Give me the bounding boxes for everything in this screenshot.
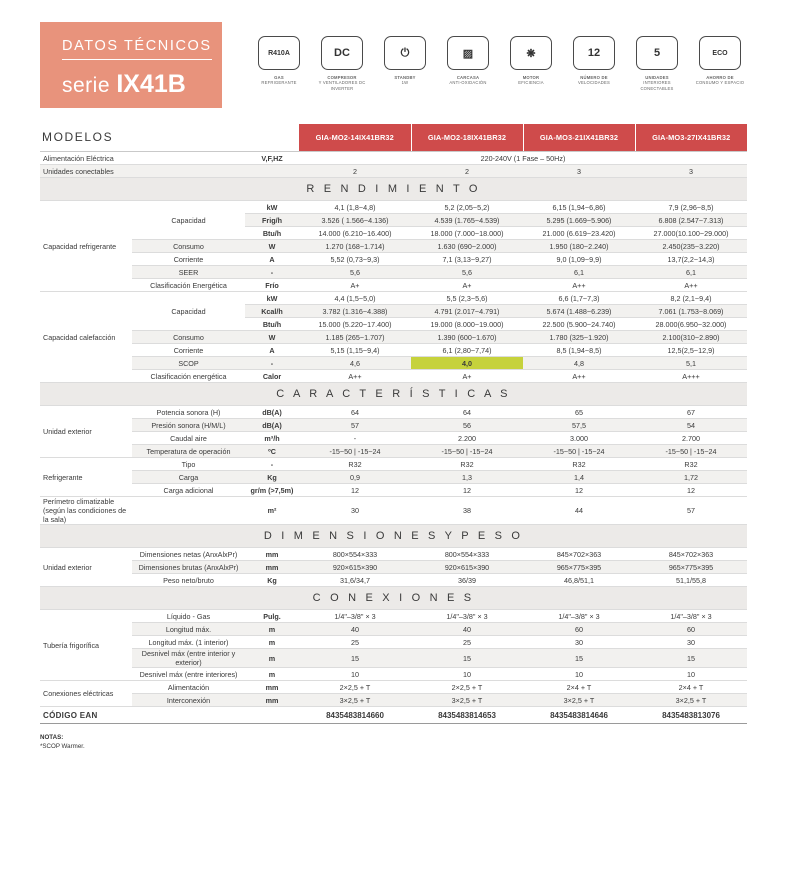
row-value-2: 46,8/51,1: [523, 574, 635, 587]
table-row: [40, 497, 747, 525]
row-unit: Btu/h: [245, 227, 299, 240]
row-label: Corriente: [132, 253, 245, 266]
row-value-2: -15~50 | -15~24: [523, 445, 635, 458]
row-unit: m³/h: [245, 432, 299, 445]
row-value-3: 27.000(10.100~29.000): [635, 227, 747, 240]
table-row: [40, 279, 747, 292]
table-row: [40, 636, 747, 649]
row-value-1: 2: [411, 165, 523, 178]
row-label: Caudal aire: [132, 432, 245, 445]
row-value-2: 44: [523, 497, 635, 525]
notes-block: [40, 733, 747, 752]
row-value-0: 4,4 (1,5~5,0): [299, 292, 411, 305]
row-value-1: 6,1 (2,80~7,74): [411, 344, 523, 357]
row-value-2: 10: [523, 668, 635, 681]
table-row: [40, 548, 747, 561]
feature-icon-row: [252, 22, 747, 91]
section-title: D I M E N S I O N E S Y P E S O: [40, 525, 747, 548]
table-row: [40, 681, 747, 694]
row-unit: V,F,HZ: [245, 152, 299, 165]
row-value-0: 5,15 (1,15~9,4): [299, 344, 411, 357]
table-row: [40, 406, 747, 419]
row-value-1: 7,1 (3,13~9,27): [411, 253, 523, 266]
section-title: R E N D I M I E N T O: [40, 178, 747, 201]
row-value-0: 25: [299, 636, 411, 649]
table-row: [40, 484, 747, 497]
motor-efficiency-icon: [504, 36, 558, 91]
row-value-3: 10: [635, 668, 747, 681]
table-row: [40, 458, 747, 471]
section-header: [40, 525, 747, 548]
row-unit: kW: [245, 292, 299, 305]
refrigerant-gas-icon: [252, 36, 306, 91]
row-value-0: 5,52 (0,73~9,3): [299, 253, 411, 266]
row-value-0: 1/4"–3/8" × 3: [299, 610, 411, 623]
row-label: Dimensiones brutas (AnxAlxPr): [132, 561, 245, 574]
model-header-3[interactable]: GIA-MO3-27IX41BR32: [635, 124, 747, 152]
row-value-0: 4,6: [299, 357, 411, 370]
row-value-2: 5.295 (1.669~5.906): [523, 214, 635, 227]
row-value-3: 7.061 (1.753~8.069): [635, 305, 747, 318]
specs-table: [40, 124, 747, 724]
row-value-0: 0,9: [299, 471, 411, 484]
row-label: Alimentación: [132, 681, 245, 694]
section-header: [40, 178, 747, 201]
row-unit: A: [245, 344, 299, 357]
row-unit: -: [245, 266, 299, 279]
row-value-3: 6,1: [635, 266, 747, 279]
row-value-3: 1,72: [635, 471, 747, 484]
row-value-3: 2.700: [635, 432, 747, 445]
model-header-1[interactable]: GIA-MO2-18IX41BR32: [411, 124, 523, 152]
row-value-3: 8,2 (2,1~9,4): [635, 292, 747, 305]
row-value-3: 2.100(310~2.890): [635, 331, 747, 344]
row-label: Clasificación energética: [132, 370, 245, 383]
row-value-2: 12: [523, 484, 635, 497]
group-label: Capacidad calefacción: [40, 292, 132, 383]
row-label: Capacidad: [132, 292, 245, 331]
row-value-1: 1.630 (690~2.000): [411, 240, 523, 253]
row-value-2: 22.500 (5.900~24.740): [523, 318, 635, 331]
standby-power-icon-caption: STANDBY 1W: [394, 75, 416, 86]
connectable-indoor-units-icon-glyph: 5: [636, 36, 678, 70]
row-value-3: R32: [635, 458, 747, 471]
row-value-2: 1/4"–3/8" × 3: [523, 610, 635, 623]
model-header-0[interactable]: GIA-MO2-14IX41BR32: [299, 124, 411, 152]
table-row: [40, 292, 747, 305]
row-value-1: 920×615×390: [411, 561, 523, 574]
table-row: [40, 253, 747, 266]
title-block: [40, 22, 222, 108]
row-value-3: 3: [635, 165, 747, 178]
row-value-2: A++: [523, 279, 635, 292]
row-label: Longitud máx. (1 interior): [132, 636, 245, 649]
row-value-2: 9,0 (1,09~9,9): [523, 253, 635, 266]
row-value-1: 1.390 (600~1.670): [411, 331, 523, 344]
table-row: [40, 331, 747, 344]
row-label: Unidades conectables: [40, 165, 245, 178]
row-value-0: A+: [299, 279, 411, 292]
row-value-2: 1.780 (325~1.920): [523, 331, 635, 344]
page-header: [40, 0, 747, 108]
row-value-2: 3: [523, 165, 635, 178]
row-value-3: 3×2,5 + T: [635, 694, 747, 707]
row-value-1: 56: [411, 419, 523, 432]
row-unit: m: [245, 636, 299, 649]
fan-speeds-icon: [567, 36, 621, 91]
row-value-2: 5.674 (1.488~6.239): [523, 305, 635, 318]
section-header: [40, 587, 747, 610]
row-value-3: 28.000(6.950~32.000): [635, 318, 747, 331]
row-value-0: 1.270 (168~1.714): [299, 240, 411, 253]
row-unit: dB(A): [245, 406, 299, 419]
table-row: [40, 471, 747, 484]
connectable-indoor-units-icon: [630, 36, 684, 91]
row-value-3: 5,1: [635, 357, 747, 370]
row-unit: mm: [245, 681, 299, 694]
row-value-1: 12: [411, 484, 523, 497]
table-row: [40, 266, 747, 279]
model-header-2[interactable]: GIA-MO3-21IX41BR32: [523, 124, 635, 152]
row-value-0: 15: [299, 649, 411, 668]
row-value-1: 64: [411, 406, 523, 419]
row-value-3: 1/4"–3/8" × 3: [635, 610, 747, 623]
row-value-2: 845×702×363: [523, 548, 635, 561]
table-row: [40, 561, 747, 574]
row-label: Longitud máx.: [132, 623, 245, 636]
row-label: Corriente: [132, 344, 245, 357]
row-unit: m: [245, 623, 299, 636]
series-prefix: serie: [62, 74, 117, 97]
row-unit: [245, 165, 299, 178]
row-value-3: A+++: [635, 370, 747, 383]
table-row: [40, 344, 747, 357]
table-row: [40, 370, 747, 383]
row-value-0: 64: [299, 406, 411, 419]
table-row: [40, 445, 747, 458]
ean-value-2: 8435483814646: [523, 707, 635, 724]
table-row: [40, 574, 747, 587]
row-label: Temperatura de operación: [132, 445, 245, 458]
row-value-2: 8,5 (1,94~8,5): [523, 344, 635, 357]
motor-efficiency-icon-caption: MOTOR EFICIENCIA: [518, 75, 544, 86]
row-value-0: 4,1 (1,8~4,8): [299, 201, 411, 214]
row-value-0: 31,6/34,7: [299, 574, 411, 587]
table-row: [40, 240, 747, 253]
row-label: Desnivel máx (entre interior y exterior): [132, 649, 245, 668]
table-row: [40, 357, 747, 370]
row-label: Carga: [132, 471, 245, 484]
row-unit: W: [245, 240, 299, 253]
section-header: [40, 383, 747, 406]
row-value-3: 30: [635, 636, 747, 649]
row-value-1: 25: [411, 636, 523, 649]
table-row: [40, 165, 747, 178]
row-value-1: 3×2,5 + T: [411, 694, 523, 707]
row-unit: A: [245, 253, 299, 266]
row-value-3: 6.808 (2.547~7.313): [635, 214, 747, 227]
row-value-3: 15: [635, 649, 747, 668]
row-value-1: 5,6: [411, 266, 523, 279]
row-value-2: 1,4: [523, 471, 635, 484]
table-row: [40, 668, 747, 681]
row-unit: m: [245, 649, 299, 668]
row-label: Alimentación Eléctrica: [40, 152, 245, 165]
dc-inverter-compressor-icon-caption: COMPRESOR Y VENTILADORES DC INVERTER: [318, 75, 366, 91]
row-value-3: 965×775×395: [635, 561, 747, 574]
fan-speeds-icon-glyph: 12: [573, 36, 615, 70]
row-value-2: 3×2,5 + T: [523, 694, 635, 707]
row-value-0: 800×554×333: [299, 548, 411, 561]
row-unit: dB(A): [245, 419, 299, 432]
row-value-2: 1.950 (180~2.240): [523, 240, 635, 253]
row-value-0: 30: [299, 497, 411, 525]
row-value-2: A++: [523, 370, 635, 383]
row-value-0: R32: [299, 458, 411, 471]
row-value-0: 10: [299, 668, 411, 681]
row-value-3: 60: [635, 623, 747, 636]
series-name: IX41B: [116, 70, 186, 98]
row-value-1: 4.791 (2.017~4.791): [411, 305, 523, 318]
row-value-3: A++: [635, 279, 747, 292]
row-unit: m: [245, 668, 299, 681]
row-label: Peso neto/bruto: [132, 574, 245, 587]
row-value-0: 57: [299, 419, 411, 432]
row-unit: mm: [245, 561, 299, 574]
row-value-1: 18.000 (7.000~18.000): [411, 227, 523, 240]
group-label: Capacidad refrigerante: [40, 201, 132, 292]
row-value-3: 54: [635, 419, 747, 432]
anti-oxidation-casing-icon-caption: CARCASA ANTI-OXIDACIÓN: [449, 75, 487, 86]
row-label: Potencia sonora (H): [132, 406, 245, 419]
row-value-1: 1/4"–3/8" × 3: [411, 610, 523, 623]
table-row: [40, 610, 747, 623]
row-value-0: 920×615×390: [299, 561, 411, 574]
row-label: Presión sonora (H/M/L): [132, 419, 245, 432]
row-value-1: 4.539 (1.765~4.539): [411, 214, 523, 227]
row-value-2: 2×4 + T: [523, 681, 635, 694]
notes-title: NOTAS:: [40, 734, 64, 741]
table-row: [40, 694, 747, 707]
row-value-1: 2×2,5 + T: [411, 681, 523, 694]
row-value-2: 6,15 (1,94~6,86): [523, 201, 635, 214]
row-value-0: 3.526 ( 1.566~4.136): [299, 214, 411, 227]
refrigerant-gas-icon-glyph: R410A: [258, 36, 300, 70]
group-label: Refrigerante: [40, 458, 132, 497]
group-label: Unidad exterior: [40, 406, 132, 458]
row-value-2: 6,6 (1,7~7,3): [523, 292, 635, 305]
anti-oxidation-casing-icon-glyph: ▨: [447, 36, 489, 70]
energy-saving-icon-glyph: ECO: [699, 36, 741, 70]
row-value-3: -15~50 | -15~24: [635, 445, 747, 458]
row-value-1: -15~50 | -15~24: [411, 445, 523, 458]
table-row: [40, 432, 747, 445]
row-label: Consumo: [132, 240, 245, 253]
row-value-0: 15.000 (5.220~17.400): [299, 318, 411, 331]
notes-line: *SCOP Warmer.: [40, 743, 85, 751]
row-unit: Btu/h: [245, 318, 299, 331]
row-label: Capacidad: [132, 201, 245, 240]
row-unit: Kg: [245, 574, 299, 587]
table-row: [40, 649, 747, 668]
row-unit: W: [245, 331, 299, 344]
row-value-3: 2×4 + T: [635, 681, 747, 694]
row-value-3: 51,1/55,8: [635, 574, 747, 587]
row-value-1: 4,0: [411, 357, 523, 370]
row-unit: mm: [245, 694, 299, 707]
row-value-0: 12: [299, 484, 411, 497]
ean-value-3: 8435483813076: [635, 707, 747, 724]
row-unit: Frig/h: [245, 214, 299, 227]
table-row: [40, 152, 747, 165]
row-value-0: 5,6: [299, 266, 411, 279]
row-value-span: 220-240V (1 Fase – 50Hz): [299, 152, 747, 165]
row-value-2: 3.000: [523, 432, 635, 445]
group-label: Tubería frigorífica: [40, 610, 132, 681]
row-unit: -: [245, 458, 299, 471]
row-value-2: 21.000 (6.619~23.420): [523, 227, 635, 240]
dc-inverter-compressor-icon-glyph: DC: [321, 36, 363, 70]
row-value-0: 3.782 (1.316~4.388): [299, 305, 411, 318]
table-row: [40, 201, 747, 214]
row-value-1: 15: [411, 649, 523, 668]
standby-power-icon: [378, 36, 432, 91]
page-section-title: MODELOS: [40, 124, 299, 152]
row-value-2: 15: [523, 649, 635, 668]
page-kicker: DATOS TÉCNICOS: [62, 38, 212, 60]
row-label: SEER: [132, 266, 245, 279]
row-value-1: 5,2 (2,05~5,2): [411, 201, 523, 214]
row-value-1: 19.000 (8.000~19.000): [411, 318, 523, 331]
row-value-2: 57,5: [523, 419, 635, 432]
row-value-1: 1,3: [411, 471, 523, 484]
row-value-1: 10: [411, 668, 523, 681]
row-value-3: 57: [635, 497, 747, 525]
row-value-2: 60: [523, 623, 635, 636]
row-value-0: 3×2,5 + T: [299, 694, 411, 707]
row-value-1: 40: [411, 623, 523, 636]
row-value-3: 67: [635, 406, 747, 419]
energy-saving-icon: [693, 36, 747, 91]
group-label: Unidad exterior: [40, 548, 132, 587]
table-row: [40, 419, 747, 432]
row-value-1: 2.200: [411, 432, 523, 445]
row-unit: Kg: [245, 471, 299, 484]
row-value-1: A+: [411, 370, 523, 383]
row-label: Dimensiones netas (AnxAlxPr): [132, 548, 245, 561]
refrigerant-gas-icon-caption: GAS REFRIGERANTE: [261, 75, 297, 86]
row-label: Clasificación Energética: [132, 279, 245, 292]
row-unit: Kcal/h: [245, 305, 299, 318]
row-value-3: 13,7(2,2~14,3): [635, 253, 747, 266]
row-label: Carga adicional: [132, 484, 245, 497]
row-value-0: -: [299, 432, 411, 445]
row-label: [132, 497, 245, 525]
row-label: Desnivel máx (entre interiores): [132, 668, 245, 681]
row-value-2: 6,1: [523, 266, 635, 279]
fan-speeds-icon-caption: NÚMERO DE VELOCIDADES: [578, 75, 610, 86]
row-unit: Calor: [245, 370, 299, 383]
row-value-2: 65: [523, 406, 635, 419]
ean-value-1: 8435483814653: [411, 707, 523, 724]
motor-efficiency-icon-glyph: ❋: [510, 36, 552, 70]
row-value-0: 40: [299, 623, 411, 636]
row-value-0: 1.185 (265~1.707): [299, 331, 411, 344]
row-label: SCOP: [132, 357, 245, 370]
row-value-3: 12,5(2,5~12,9): [635, 344, 747, 357]
row-value-2: 30: [523, 636, 635, 649]
row-unit: gr/m (>7,5m): [245, 484, 299, 497]
row-value-1: R32: [411, 458, 523, 471]
row-value-0: 2×2,5 + T: [299, 681, 411, 694]
row-value-0: 14.000 (6.210~16.400): [299, 227, 411, 240]
row-value-1: 38: [411, 497, 523, 525]
ean-value-0: 8435483814660: [299, 707, 411, 724]
row-label: Interconexión: [132, 694, 245, 707]
ean-label: CÓDIGO EAN: [40, 707, 299, 724]
table-row: [40, 623, 747, 636]
section-title: C O N E X I O N E S: [40, 587, 747, 610]
row-unit: Pulg.: [245, 610, 299, 623]
group-label: Conexiones eléctricas: [40, 681, 132, 707]
row-value-2: 965×775×395: [523, 561, 635, 574]
row-value-1: 36/39: [411, 574, 523, 587]
row-unit: Frío: [245, 279, 299, 292]
row-value-2: R32: [523, 458, 635, 471]
row-value-2: 4,8: [523, 357, 635, 370]
row-value-3: 7,9 (2,96~8,5): [635, 201, 747, 214]
row-unit: kW: [245, 201, 299, 214]
dc-inverter-compressor-icon: [315, 36, 369, 91]
row-unit: ºC: [245, 445, 299, 458]
row-value-3: 12: [635, 484, 747, 497]
row-value-0: 2: [299, 165, 411, 178]
energy-saving-icon-caption: AHORRO DE CONSUMO Y ESPACIO: [695, 75, 745, 86]
row-value-1: 5,5 (2,3~5,6): [411, 292, 523, 305]
anti-oxidation-casing-icon: [441, 36, 495, 91]
page-title: [62, 70, 222, 99]
row-label: Tipo: [132, 458, 245, 471]
row-value-0: -15~50 | -15~24: [299, 445, 411, 458]
row-value-3: 845×702×363: [635, 548, 747, 561]
row-unit: -: [245, 357, 299, 370]
section-title: C A R A C T E R Í S T I C A S: [40, 383, 747, 406]
row-value-1: A+: [411, 279, 523, 292]
row-label: Líquido - Gas: [132, 610, 245, 623]
row-unit: mm: [245, 548, 299, 561]
row-value-0: A++: [299, 370, 411, 383]
ean-row: [40, 707, 747, 724]
row-unit: m²: [245, 497, 299, 525]
row-label: Consumo: [132, 331, 245, 344]
connectable-indoor-units-icon-caption: UNIDADES INTERIORES CONECTABLES: [640, 75, 674, 91]
standby-power-icon-glyph: ⏻: [384, 36, 426, 70]
row-value-1: 800×554×333: [411, 548, 523, 561]
row-value-3: 2.450(235~3.220): [635, 240, 747, 253]
group-label: Perímetro climatizable (según las condiciones de la sala): [40, 497, 132, 525]
